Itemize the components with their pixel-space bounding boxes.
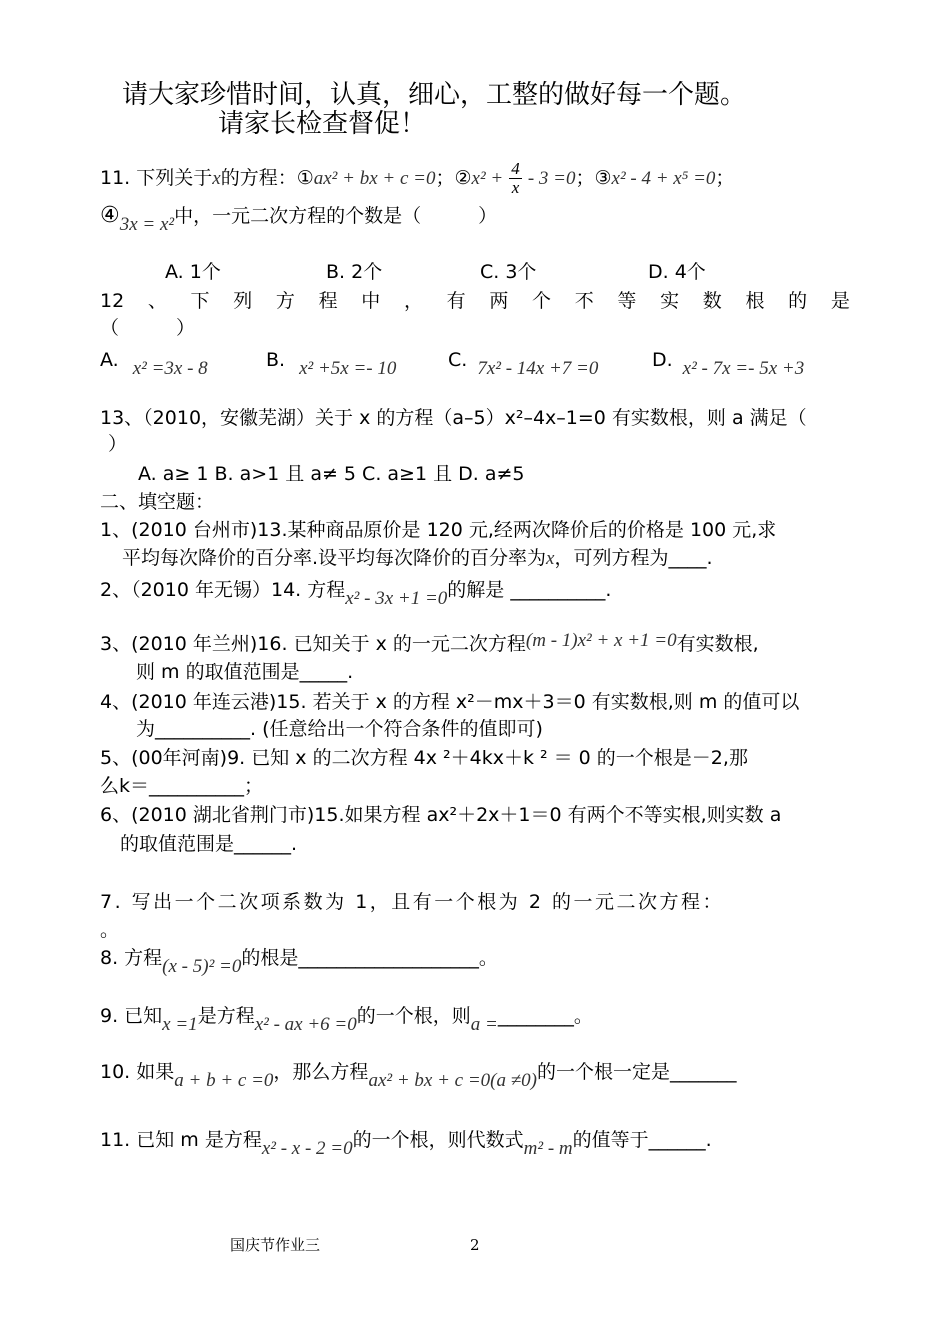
q12-stem [100,289,850,313]
fill4-line1: 4、(2010 年连云港)15. 若关于 x 的方程 x²－mx＋3＝0 有实数根,则 m 的值可以 [100,691,800,713]
fill2-text-b: 的解是 __________. [447,579,612,601]
q12-option-label: A. [100,349,119,371]
fill2-line [100,578,612,609]
fill8-text-a: 8. 方程 [100,947,163,969]
fill3-line1 [100,632,759,657]
q12-char: 数 [702,290,722,312]
q11-line1 [100,160,734,197]
q12-char: 12 [100,290,125,312]
q12-char: 程 [318,290,338,312]
q12-option-expr: x² =3x - 8 [132,358,208,379]
fill11-eq2: m² - m [523,1138,573,1159]
fill11-line [100,1128,712,1159]
fill1-text-c: ，可列方程为____. [554,547,713,569]
fill9-text-d: ________。 [497,1005,593,1027]
fill9-eq1: x =1 [162,1014,198,1035]
q12-option-expr: x² - 7x =- 5x +3 [682,358,805,379]
q12-char: 方 [275,290,295,312]
q12-option-label: C. [448,349,468,371]
fill2-equation: x² - 3x +1 =0 [345,588,448,609]
fill8-text-b: 的根是___________________。 [241,947,498,969]
fill5-line2: 么k＝__________； [100,775,264,797]
fill7-line2: 。 [100,919,120,941]
q11-circle4: ④ [100,203,120,228]
fill10-text-a: 10. 如果 [100,1061,175,1083]
q11-eq2-denominator: x [511,178,520,197]
q12-option-c [448,348,599,379]
fill5-line1: 5、(00年河南)9. 已知 x 的二次方程 4x ²＋4kx＋k ² ＝ 0 的一个根是－2,那 [100,747,748,769]
q12-char: 下 [190,290,210,312]
q12-option-expr: 7x² - 14x +7 =0 [477,358,599,379]
fill6-line1: 6、(2010 湖北省荆门市)15.如果方程 ax²＋2x＋1＝0 有两个不等实根,则实数 a [100,804,782,826]
fill11-eq1: x² - x - 2 =0 [261,1138,353,1159]
fill11-text-a: 11. 已知 m 是方程 [100,1129,262,1151]
q12-char: 是 [830,290,850,312]
fill1-line1: 1、(2010 台州市)13.某种商品原价是 120 元,经两次降价后的价格是 100 元,求 [100,519,777,541]
q12-option-b [266,348,397,379]
fill11-text-c: 的值等于______. [572,1129,712,1151]
fill10-line [100,1060,737,1091]
q12-char: 不 [574,290,594,312]
q12-option-label: B. [266,349,286,371]
q12-char: 实 [660,290,680,312]
fill9-text-c: 的一个根，则 [356,1005,471,1027]
fill10-eq1: a + b + c =0 [174,1070,274,1091]
q12-char: 个 [532,290,552,312]
fill4-line2: 为__________. (任意给出一个符合条件的值即可) [136,718,543,740]
fill3-equation: (m - 1)x² + x +1 =0 [525,630,677,651]
q11-eq1: ax² + bx + c =0 [313,168,436,189]
header-title-line1: 请大家珍惜时间，认真，细心，工整的做好每一个题。 [122,80,747,110]
q12-char: 、 [147,290,167,312]
fill3-text-b: 有实数根, [676,633,759,655]
q11-eq3: x² - 4 + x⁵ =0 [611,168,716,189]
q12-option-d [652,348,805,379]
q11-var-x: x [212,168,221,189]
fill3-text-a: 3、(2010 年兰州)16. 已知关于 x 的一元二次方程 [100,633,526,655]
fill9-eq2: x² - ax +6 =0 [254,1014,357,1035]
q13-options: A. a≥ 1 B. a>1 且 a≠ 5 C. a≥1 且 D. a≠5 [138,463,525,485]
fill1-line2 [122,546,713,571]
q11-eq4: 3x = x² [119,214,175,235]
q11-option-d: D. 4个 [648,261,706,283]
q11-eq2-fraction [509,160,522,197]
fill9-text-b: 是方程 [197,1005,255,1027]
fill1-text-b: 平均每次降价的百分率.设平均每次降价的百分率为 [122,547,547,569]
q11-eq2-numerator: 4 [511,159,520,178]
q12-char: ， [403,290,423,312]
q12-char: 中 [361,290,381,312]
fill9-eq3: a = [470,1014,498,1035]
fill10-eq2: ax² + bx + c =0(a ≠0) [368,1070,537,1091]
fill11-text-b: 的一个根，则代数式 [352,1129,524,1151]
q12-char: 列 [233,290,253,312]
q11-eq2-b: - 3 =0 [527,168,576,189]
q12-option-expr: x² +5x =- 10 [299,358,397,379]
fill7-line1: 7. 写出一个二次项系数为 1，且有一个根为 2 的一元二次方程： [100,891,724,913]
fill1-var-x: x [546,548,555,569]
fill8-equation: (x - 5)² =0 [162,956,242,977]
fill3-line2: 则 m 的取值范围是_____. [136,661,354,683]
fill10-text-c: 的一个根一定是_______ [536,1061,737,1083]
fill10-text-b: ，那么方程 [273,1061,369,1083]
q12-char: 等 [617,290,637,312]
q12-char: 有 [446,290,466,312]
fill9-text-a: 9. 已知 [100,1005,163,1027]
q11-stem-c: 中，一元二次方程的个数是（ ） [174,205,498,227]
q11-line2 [100,203,498,235]
q13-stem: 13、（2010，安徽芜湖）关于 x 的方程（a–5）x²–4x–1=0 有实数根，则 a 满足（ [100,407,807,429]
q12-char: 两 [489,290,509,312]
fill2-text-a: 2、（2010 年无锡）14. 方程 [100,579,346,601]
q11-sep2: ；③ [575,167,612,189]
section2-heading: 二、填空题： [100,491,215,513]
q11-sep1: ；② [435,167,472,189]
fill9-line [100,1004,593,1035]
header-title-line2: 请家长检查督促！ [218,109,427,139]
q13-paren-close: ） [108,433,128,455]
q11-option-a: A. 1个 [165,261,221,283]
q11-sep3: ； [715,167,735,189]
footer-label: 国庆节作业三 [230,1236,321,1254]
q11-stem-b: 的方程：① [220,167,314,189]
footer-page-number: 2 [470,1236,480,1254]
q11-eq2-a: x² + [471,168,504,189]
q12-paren: （ ） [100,317,196,339]
q12-char: 根 [745,290,765,312]
q12-option-label: D. [652,349,673,371]
fill6-line2: 的取值范围是______. [120,833,298,855]
q11-option-b: B. 2个 [326,261,383,283]
fill8-line [100,946,498,977]
q12-option-a [100,348,208,379]
q11-option-c: C. 3个 [480,261,537,283]
q12-char: 的 [788,290,808,312]
q11-stem-a: 11. 下列关于 [100,167,213,189]
